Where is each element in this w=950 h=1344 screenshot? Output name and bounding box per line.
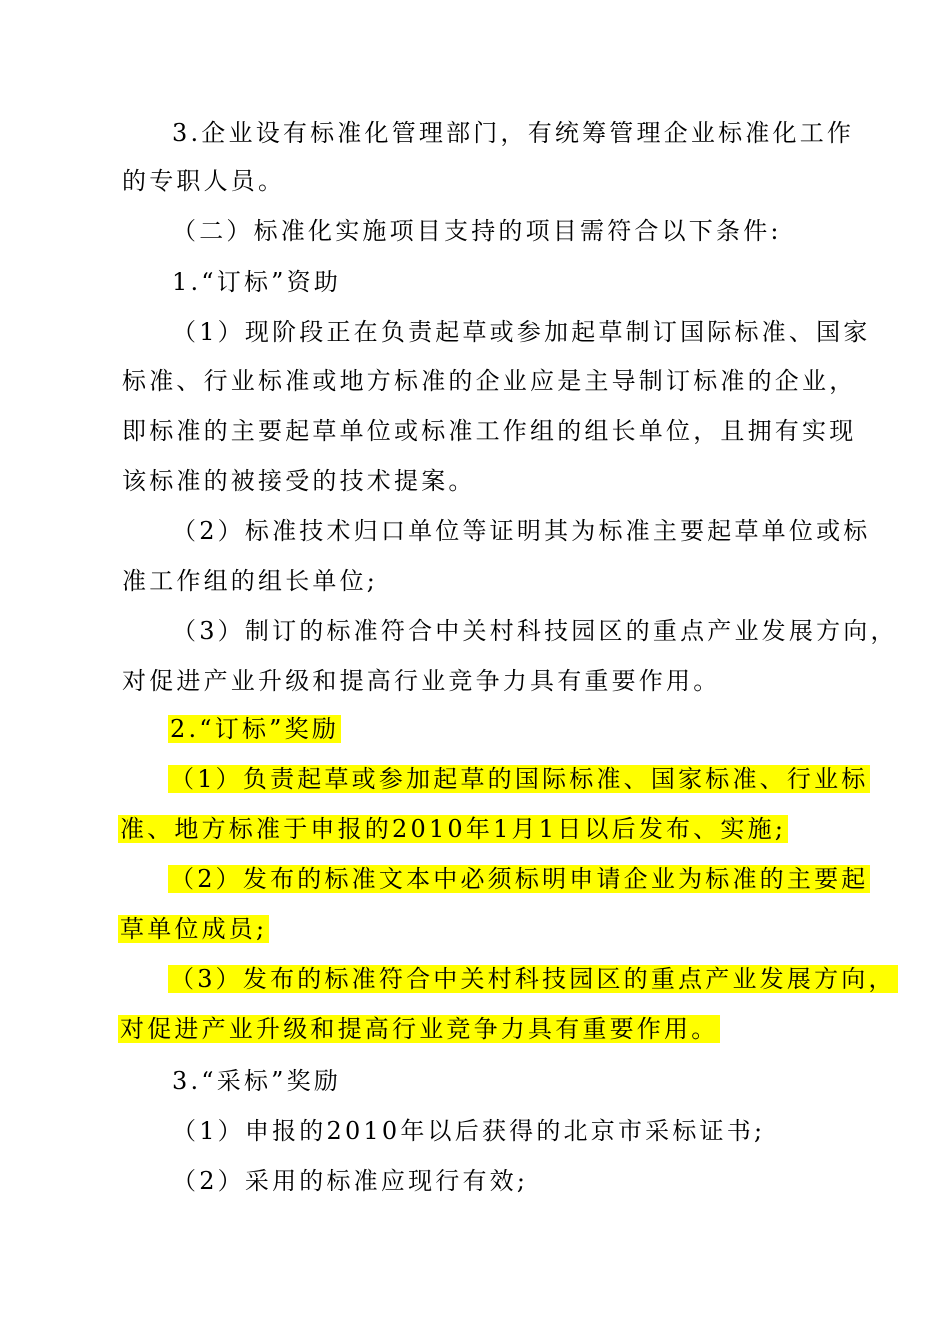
text-line (172, 116, 854, 150)
text-line (122, 564, 378, 598)
text-line (172, 514, 870, 548)
line-text: （2）采用的标准应现行有效; (172, 1167, 529, 1195)
line-text: 对促进产业升级和提高行业竞争力具有重要作用。 (122, 667, 721, 695)
line-text: （二）标准化实施项目支持的项目需符合以下条件: (172, 217, 782, 245)
text-line (122, 164, 285, 198)
text-line (172, 214, 782, 248)
text-line (172, 1114, 765, 1148)
line-text: （2）发布的标准文本中必须标明申请企业为标准的主要起 (170, 865, 869, 893)
line-text: （1）申报的2010年以后获得的北京市采标证书; (172, 1117, 766, 1145)
highlighted-text-line (118, 1012, 720, 1046)
line-text: （3）制订的标准符合中关村科技园区的重点产业发展方向， (172, 617, 898, 645)
text-line (122, 464, 476, 498)
line-text: 草单位成员; (120, 915, 268, 943)
text-line (122, 414, 856, 448)
line-text: （1）现阶段正在负责起草或参加起草制订国际标准、国家 (172, 318, 871, 346)
highlighted-text-line (118, 912, 269, 946)
line-text: 2.“订标”奖励 (170, 715, 340, 743)
highlighted-text-line (168, 962, 898, 996)
line-text: （2）标准技术归口单位等证明其为标准主要起草单位或标 (172, 517, 871, 545)
highlighted-text-line (168, 762, 870, 796)
highlighted-text-line (168, 862, 870, 896)
line-text: 该标准的被接受的技术提案。 (122, 467, 476, 495)
line-text: 3.“采标”奖励 (172, 1067, 342, 1095)
line-text: 的专职人员。 (122, 167, 286, 195)
line-text: 3.企业设有标准化管理部门，有统筹管理企业标准化工作 (172, 119, 855, 147)
highlighted-text-line (118, 812, 788, 846)
text-line (122, 364, 856, 398)
text-line (122, 664, 720, 698)
line-text: 1.“订标”资助 (172, 268, 342, 296)
line-text: 对促进产业升级和提高行业竞争力具有重要作用。 (120, 1015, 719, 1043)
text-line (172, 1064, 341, 1098)
text-line (172, 315, 870, 349)
line-text: 即标准的主要起草单位或标准工作组的组长单位，且拥有实现 (122, 417, 857, 445)
text-line (172, 614, 898, 648)
text-line (172, 1164, 528, 1198)
line-text: （3）发布的标准符合中关村科技园区的重点产业发展方向， (170, 965, 896, 993)
line-text: 准工作组的组长单位; (122, 567, 379, 595)
highlighted-text-line (168, 712, 341, 746)
line-text: 准、地方标准于申报的2010年1月1日以后发布、实施; (120, 815, 787, 843)
text-line (172, 265, 341, 299)
line-text: （1）负责起草或参加起草的国际标准、国家标准、行业标 (170, 765, 869, 793)
line-text: 标准、行业标准或地方标准的企业应是主导制订标准的企业， (122, 367, 857, 395)
